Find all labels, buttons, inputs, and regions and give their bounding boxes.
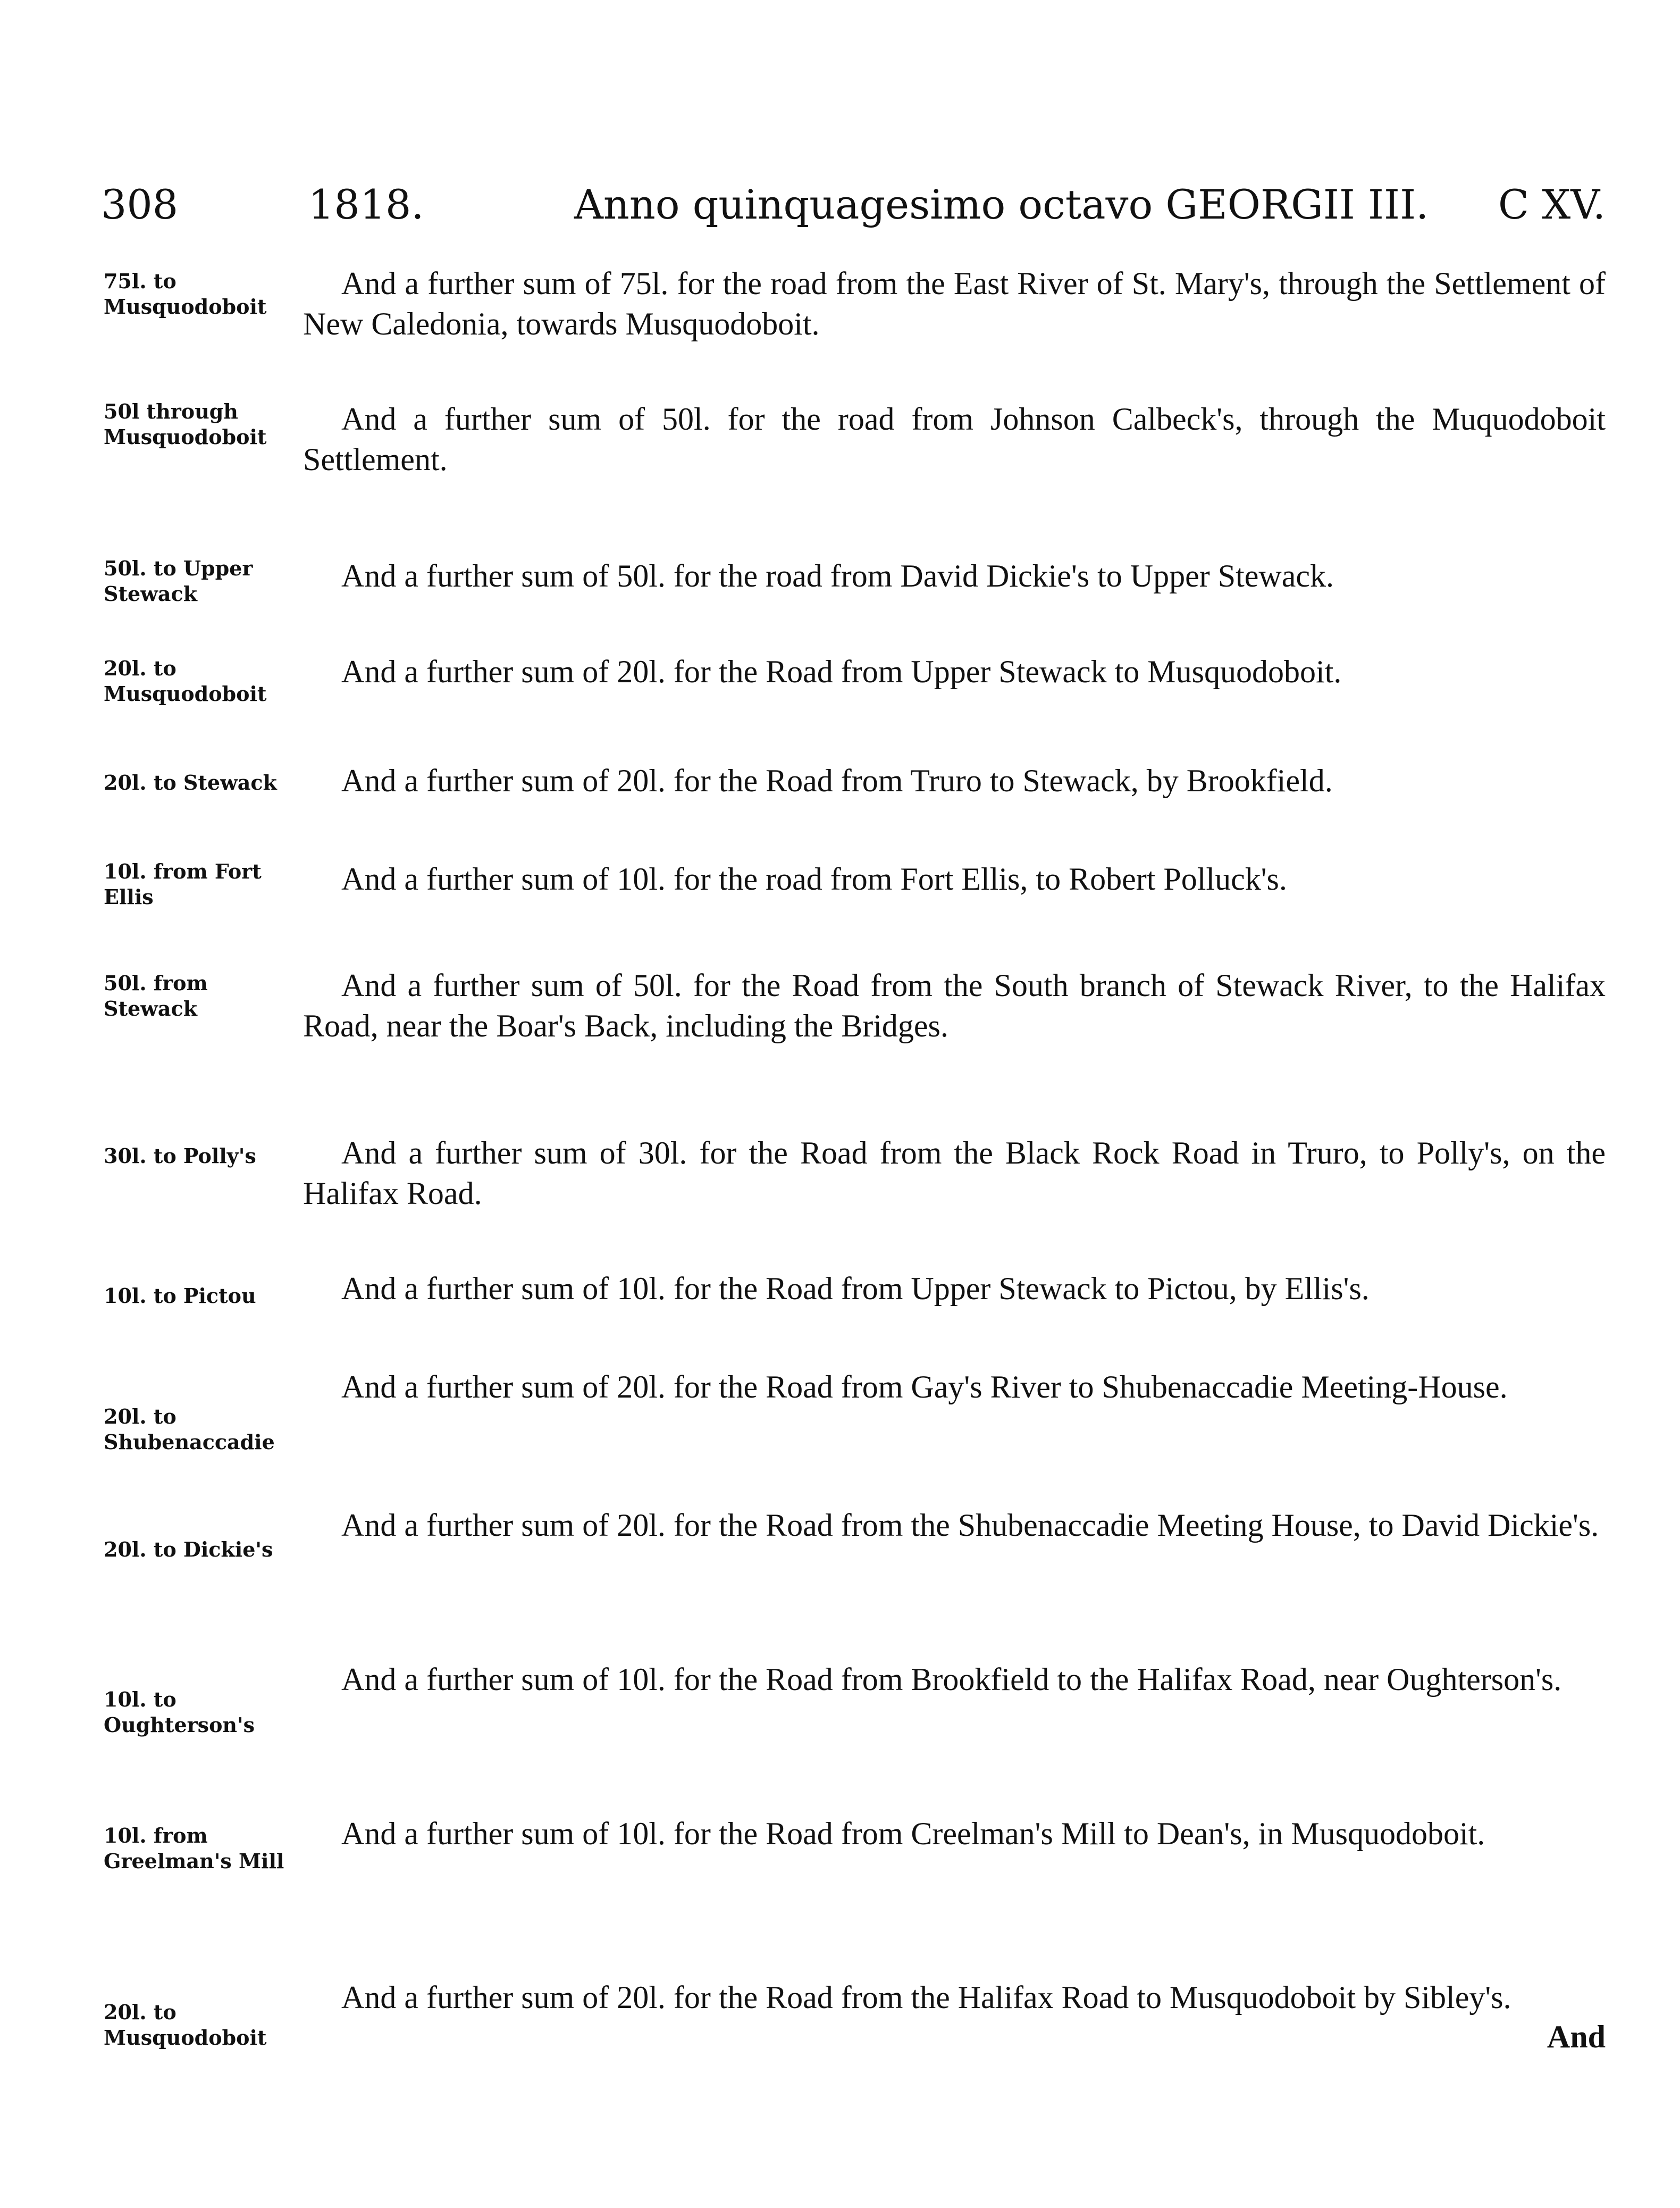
entry-text: And a further sum of 50l. for the Road from the South branch of Stewack River, to the Halifax Road, near the Boar's Back, including the Bridges. xyxy=(303,968,1606,1043)
margin-note: 10l. from Greelman's Mill xyxy=(104,1824,284,1873)
entry-text: And a further sum of 20l. for the Road from Upper Stewack to Musquodoboit. xyxy=(341,654,1342,689)
entry-text: And a further sum of 20l. for the Road from the Halifax Road to Musquodoboit by Sibley's. xyxy=(341,1980,1511,2015)
entry-text: And a further sum of 10l. for the road from Fort Ellis, to Robert Polluck's. xyxy=(341,862,1287,897)
entry-text: And a further sum of 30l. for the Road from the Black Rock Road in Truro, to Polly's, on the Halifax Road. xyxy=(303,1135,1606,1211)
entry-text: And a further sum of 10l. for the Road from Brookfield to the Halifax Road, near Oughterson's. xyxy=(341,1662,1562,1697)
margin-note: 10l. to Oughterson's xyxy=(104,1687,255,1737)
margin-note: 20l. to Dickie's xyxy=(104,1537,273,1561)
margin-note: 10l. to Pictou xyxy=(104,1284,256,1308)
margin-note: 10l. from Fort Ellis xyxy=(104,859,262,909)
entry-text: And a further sum of 20l. for the Road from Truro to Stewack, by Brookfield. xyxy=(341,763,1333,798)
header-year: 1818. xyxy=(308,181,424,228)
margin-note: 50l. from Stewack xyxy=(104,971,208,1021)
margin-note: 20l. to Stewack xyxy=(104,771,277,794)
margin-note: 50l. to Upper Stewack xyxy=(104,556,253,606)
entry-text: And a further sum of 20l. for the Road from Gay's River to Shubenaccadie Meeting-House. xyxy=(341,1369,1508,1404)
margin-note: 20l. to Musquodoboit xyxy=(104,2000,267,2050)
header-chapter: C XV. xyxy=(1498,181,1606,228)
entry-text: And a further sum of 10l. for the Road from Creelman's Mill to Dean's, in Musquodoboit. xyxy=(341,1816,1485,1851)
margin-note: 30l. to Polly's xyxy=(104,1144,256,1168)
margin-note: 20l. to Shubenaccadie xyxy=(104,1404,275,1454)
margin-note: 75l. to Musquodoboit xyxy=(104,269,267,319)
page-header xyxy=(101,181,1606,239)
margin-note: 20l. to Musquodoboit xyxy=(104,656,267,706)
margin-note: 50l through Musquodoboit xyxy=(104,399,267,449)
catchword: And xyxy=(1547,2019,1606,2054)
entry-text: And a further sum of 10l. for the Road from Upper Stewack to Pictou, by Ellis's. xyxy=(341,1271,1370,1306)
entry-text: And a further sum of 20l. for the Road from the Shubenaccadie Meeting House, to David Dickie's. xyxy=(341,1508,1599,1543)
entry-text: And a further sum of 50l. for the road from Johnson Calbeck's, through the Muquodoboit Settlement. xyxy=(303,402,1606,477)
entry-text: And a further sum of 50l. for the road from David Dickie's to Upper Stewack. xyxy=(341,558,1334,593)
header-title: Anno quinquagesimo octavo GEORGII III. xyxy=(574,181,1429,228)
page-number: 308 xyxy=(101,181,179,228)
entry-text: And a further sum of 75l. for the road from the East River of St. Mary's, through the Settlement of New Caledonia, towards Musquodoboit. xyxy=(303,266,1606,341)
